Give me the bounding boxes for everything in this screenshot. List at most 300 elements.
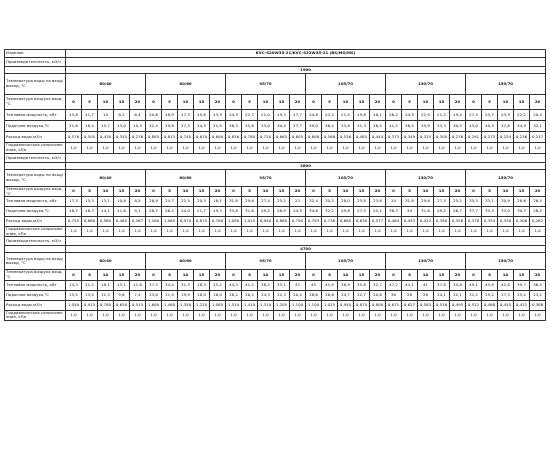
water-flow-cell: 0,488 bbox=[482, 300, 498, 310]
heat-power-cell: 25,2 bbox=[274, 197, 290, 207]
air-out-temp-label: Подогрев воздуха,°С bbox=[5, 121, 66, 132]
productivity-label: Производительность, м3/ч bbox=[5, 237, 66, 246]
air-out-temp-cell: 22,7 bbox=[354, 290, 370, 300]
air-out-temp-cell: 28,7 bbox=[146, 207, 162, 217]
water-flow-cell: 0,538 bbox=[434, 300, 450, 310]
pressure-drop-cell: 1,0 bbox=[130, 227, 146, 237]
pressure-drop-cell: 1,0 bbox=[66, 310, 82, 320]
air-out-temp-cell: 39,0 bbox=[306, 121, 322, 132]
heat-power-cell: 23,2 bbox=[322, 110, 338, 121]
heat-power-cell: 24,5 bbox=[402, 110, 418, 121]
water-flow-cell: 0,875 bbox=[354, 300, 370, 310]
air-temp-header: 5 bbox=[82, 95, 98, 110]
heat-power-cell: 41,9 bbox=[322, 280, 338, 290]
air-temp-header: 15 bbox=[434, 95, 450, 110]
air-out-temp-cell: 33,0 bbox=[498, 207, 514, 217]
performance-table bbox=[4, 49, 546, 321]
flow-label-empty bbox=[5, 163, 66, 170]
air-temp-header: 0 bbox=[66, 95, 82, 110]
pressure-drop-cell: 1,0 bbox=[242, 143, 258, 154]
air-out-temp-cell: 24,3 bbox=[258, 290, 274, 300]
heat-power-cell: 36,5 bbox=[530, 280, 546, 290]
heat-power-cell: 26,9 bbox=[146, 197, 162, 207]
water-flow-cell: 0,685 bbox=[338, 217, 354, 227]
table-row bbox=[5, 163, 546, 170]
water-flow-cell: 0,740 bbox=[178, 132, 194, 143]
heat-power-cell: 13,1 bbox=[98, 197, 114, 207]
pressure-drop-cell: 1,0 bbox=[306, 310, 322, 320]
pressure-drop-cell: 1,0 bbox=[242, 310, 258, 320]
air-out-temp-cell: 40,3 bbox=[482, 121, 498, 132]
table-row bbox=[5, 121, 546, 132]
heat-power-cell: 38,9 bbox=[338, 280, 354, 290]
pressure-drop-cell: 1,0 bbox=[146, 310, 162, 320]
heat-power-cell: 27,4 bbox=[258, 197, 274, 207]
heat-power-cell: 8,2 bbox=[114, 110, 130, 121]
air-in-temp-label: Температура воздуха вход, °С bbox=[5, 270, 66, 280]
productivity-empty bbox=[66, 237, 546, 246]
pressure-drop-cell: 1,0 bbox=[418, 310, 434, 320]
water-flow-cell: 0,650 bbox=[114, 300, 130, 310]
air-temp-header: 5 bbox=[322, 95, 338, 110]
heat-power-cell: 28,0 bbox=[338, 197, 354, 207]
pressure-drop-cell: 1,0 bbox=[450, 310, 466, 320]
water-flow-cell: 1,480 bbox=[162, 300, 178, 310]
air-temp-header: 15 bbox=[194, 187, 210, 197]
air-temp-header: 20 bbox=[370, 95, 386, 110]
water-flow-cell: 0,349 bbox=[402, 132, 418, 143]
air-out-temp-cell: 24,7 bbox=[338, 290, 354, 300]
heat-power-cell: 10,8 bbox=[114, 197, 130, 207]
water-flow-cell: 0,660 bbox=[82, 217, 98, 227]
pressure-drop-cell: 1,0 bbox=[114, 143, 130, 154]
air-out-temp-cell: 27,5 bbox=[354, 207, 370, 217]
air-out-temp-cell: 11,5 bbox=[98, 290, 114, 300]
water-flow-cell: 0,378 bbox=[466, 217, 482, 227]
pressure-drop-cell: 1,0 bbox=[354, 143, 370, 154]
water-flow-cell: 0,422 bbox=[514, 300, 530, 310]
heat-power-label: Тепловая мощность, кВт bbox=[5, 110, 66, 121]
air-temp-header: 10 bbox=[338, 95, 354, 110]
air-temp-header: 20 bbox=[210, 187, 226, 197]
air-temp-header: 10 bbox=[418, 270, 434, 280]
air-temp-header: 10 bbox=[338, 270, 354, 280]
air-out-temp-cell: 14,1 bbox=[98, 207, 114, 217]
table-row bbox=[5, 280, 546, 290]
pressure-drop-cell: 1,0 bbox=[498, 310, 514, 320]
pressure-drop-cell: 1,0 bbox=[322, 227, 338, 237]
heat-power-cell: 20,6 bbox=[146, 110, 162, 121]
air-out-temp-cell: 29,2 bbox=[434, 207, 450, 217]
water-flow-cell: 0,780 bbox=[98, 300, 114, 310]
water-flow-cell: 0,885 bbox=[146, 132, 162, 143]
heat-power-cell: 20,4 bbox=[530, 110, 546, 121]
heat-power-cell: 37,8 bbox=[434, 280, 450, 290]
temp-regime-1: 80/60 bbox=[146, 253, 226, 270]
heat-power-cell: 15,6 bbox=[194, 110, 210, 121]
water-flow-cell: 0,565 bbox=[98, 217, 114, 227]
air-temp-header: 15 bbox=[274, 95, 290, 110]
water-flow-cell: 0,422 bbox=[418, 217, 434, 227]
flow-label-empty bbox=[5, 246, 66, 253]
heat-power-cell: 28,3 bbox=[194, 280, 210, 290]
table-row bbox=[5, 270, 546, 280]
pressure-drop-cell: 1,0 bbox=[258, 227, 274, 237]
air-temp-header: 20 bbox=[530, 270, 546, 280]
water-temp-label: Температура воды на вход/выход, °С bbox=[5, 170, 66, 187]
air-out-temp-cell: 32,2 bbox=[322, 207, 338, 217]
heat-power-cell: 6,4 bbox=[130, 110, 146, 121]
air-flow-value: 4700 bbox=[66, 246, 546, 253]
air-out-temp-cell: 30,4 bbox=[274, 121, 290, 132]
air-out-temp-cell: 13,5 bbox=[82, 290, 98, 300]
pressure-drop-cell: 1,0 bbox=[98, 310, 114, 320]
air-out-temp-cell: 30,5 bbox=[450, 121, 466, 132]
water-flow-cell: 0,273 bbox=[482, 132, 498, 143]
pressure-drop-cell: 1,0 bbox=[434, 143, 450, 154]
heat-power-cell: 17,3 bbox=[178, 110, 194, 121]
pressure-drop-cell: 1,0 bbox=[162, 227, 178, 237]
pressure-drop-cell: 1,0 bbox=[482, 310, 498, 320]
water-flow-cell: 0,915 bbox=[82, 300, 98, 310]
water-flow-cell: 0,875 bbox=[194, 217, 210, 227]
air-temp-header: 10 bbox=[498, 270, 514, 280]
air-temp-header: 10 bbox=[498, 95, 514, 110]
air-temp-header: 20 bbox=[130, 95, 146, 110]
water-flow-cell: 0,388 bbox=[530, 300, 546, 310]
water-flow-cell: 0,836 bbox=[226, 132, 242, 143]
pressure-drop-cell: 1,0 bbox=[338, 227, 354, 237]
air-temp-header: 5 bbox=[242, 95, 258, 110]
heat-power-cell: 39,7 bbox=[514, 280, 530, 290]
heat-power-cell: 34,4 bbox=[162, 280, 178, 290]
air-temp-header: 10 bbox=[178, 270, 194, 280]
air-out-temp-cell: 24,1 bbox=[434, 290, 450, 300]
air-temp-header: 10 bbox=[98, 95, 114, 110]
table-row bbox=[5, 227, 546, 237]
air-out-temp-cell: 18,0 bbox=[194, 290, 210, 300]
table-row bbox=[5, 95, 546, 110]
water-flow-cell: 0,465 bbox=[114, 217, 130, 227]
pressure-drop-cell: 1,0 bbox=[482, 227, 498, 237]
air-out-temp-cell: 28 bbox=[402, 290, 418, 300]
air-out-temp-cell: 28,2 bbox=[530, 207, 546, 217]
air-out-temp-cell: 19,9 bbox=[178, 290, 194, 300]
pressure-drop-cell: 1,0 bbox=[514, 227, 530, 237]
heat-power-cell: 8,5 bbox=[130, 197, 146, 207]
air-temp-header: 5 bbox=[242, 270, 258, 280]
pressure-drop-cell: 1,0 bbox=[370, 227, 386, 237]
productivity-empty bbox=[66, 58, 546, 67]
pressure-drop-cell: 1,0 bbox=[386, 143, 402, 154]
air-out-temp-cell: 22,1 bbox=[450, 290, 466, 300]
water-flow-cell: 0,583 bbox=[418, 300, 434, 310]
air-temp-header: 10 bbox=[498, 187, 514, 197]
flow-label-empty bbox=[5, 67, 66, 74]
heat-power-cell: 34,8 bbox=[450, 280, 466, 290]
air-out-temp-cell: 35,3 bbox=[482, 207, 498, 217]
pressure-drop-cell: 1,0 bbox=[146, 143, 162, 154]
air-temp-header: 15 bbox=[274, 187, 290, 197]
air-temp-header: 0 bbox=[226, 187, 242, 197]
temp-regime-0: 60/40 bbox=[66, 170, 146, 187]
pressure-drop-cell: 1,0 bbox=[82, 227, 98, 237]
table-row bbox=[5, 187, 546, 197]
air-temp-header: 0 bbox=[226, 95, 242, 110]
air-out-temp-cell: 22,3 bbox=[274, 290, 290, 300]
air-out-temp-label: Подогрев воздуха,°С bbox=[5, 207, 66, 217]
air-temp-header: 15 bbox=[514, 270, 530, 280]
air-temp-header: 15 bbox=[194, 95, 210, 110]
air-out-temp-cell: 24,0 bbox=[178, 207, 194, 217]
heat-power-cell: 11,6 bbox=[130, 280, 146, 290]
water-flow-cell: 0,526 bbox=[338, 132, 354, 143]
air-temp-header: 15 bbox=[514, 95, 530, 110]
air-temp-header: 15 bbox=[114, 270, 130, 280]
air-temp-header: 10 bbox=[418, 187, 434, 197]
water-flow-cell: 0,430 bbox=[98, 132, 114, 143]
pressure-drop-cell: 1,0 bbox=[450, 143, 466, 154]
pressure-drop-cell: 1,0 bbox=[402, 143, 418, 154]
heat-power-cell: 24,8 bbox=[306, 110, 322, 121]
air-temp-header: 5 bbox=[82, 270, 98, 280]
table-row bbox=[5, 197, 546, 207]
pressure-drop-cell: 1,0 bbox=[162, 143, 178, 154]
water-flow-cell: 0,755 bbox=[66, 217, 82, 227]
water-flow-cell: 0,813 bbox=[162, 132, 178, 143]
pressure-drop-cell: 1,0 bbox=[402, 310, 418, 320]
pressure-drop-cell: 1,0 bbox=[482, 143, 498, 154]
heat-power-cell: 19,3 bbox=[274, 110, 290, 121]
productivity-label: Производительность, м3/ч bbox=[5, 154, 66, 163]
water-flow-cell: 1,410 bbox=[242, 300, 258, 310]
water-flow-cell: 0,670 bbox=[194, 132, 210, 143]
performance-sheet bbox=[4, 49, 545, 321]
productivity-label: Производительность, м3/ч bbox=[5, 58, 66, 67]
pressure-drop-cell: 1,0 bbox=[178, 227, 194, 237]
air-temp-header: 15 bbox=[514, 187, 530, 197]
heat-power-cell: 21,0 bbox=[258, 110, 274, 121]
air-temp-header: 0 bbox=[146, 270, 162, 280]
pressure-drop-cell: 1,0 bbox=[338, 143, 354, 154]
water-flow-cell: 0,605 bbox=[290, 132, 306, 143]
air-temp-header: 15 bbox=[434, 187, 450, 197]
pressure-drop-label: Гидравлическое сопротивление, кПа bbox=[5, 310, 66, 320]
pressure-drop-cell: 1,0 bbox=[242, 227, 258, 237]
heat-power-cell: 26,2 bbox=[386, 110, 402, 121]
air-out-temp-cell: 31,6 bbox=[418, 207, 434, 217]
heat-power-cell: 37,5 bbox=[146, 280, 162, 290]
heat-power-cell: 13,8 bbox=[66, 110, 82, 121]
temp-regime-1: 80/60 bbox=[146, 74, 226, 95]
air-temp-header: 0 bbox=[386, 187, 402, 197]
air-temp-header: 15 bbox=[354, 95, 370, 110]
water-flow-cell: 0,515 bbox=[130, 300, 146, 310]
temp-regime-3: 105/70 bbox=[306, 74, 386, 95]
heat-power-cell: 31,8 bbox=[226, 197, 242, 207]
pressure-drop-cell: 1,0 bbox=[210, 227, 226, 237]
pressure-drop-cell: 1,0 bbox=[66, 143, 82, 154]
water-flow-cell: 0,738 bbox=[322, 217, 338, 227]
pressure-drop-cell: 1,0 bbox=[274, 227, 290, 237]
heat-power-cell: 41,2 bbox=[242, 280, 258, 290]
table-row bbox=[5, 143, 546, 154]
heat-power-cell: 11,7 bbox=[82, 110, 98, 121]
water-flow-cell: 0,608 bbox=[306, 132, 322, 143]
pressure-drop-cell: 1,0 bbox=[466, 227, 482, 237]
water-flow-cell: 0,627 bbox=[402, 300, 418, 310]
air-temp-header: 20 bbox=[450, 187, 466, 197]
model-label: Изделие bbox=[5, 50, 66, 58]
temp-regime-4: 130/70 bbox=[386, 170, 466, 187]
air-temp-header: 5 bbox=[162, 95, 178, 110]
air-temp-header: 10 bbox=[178, 95, 194, 110]
water-flow-cell: 1,350 bbox=[178, 300, 194, 310]
air-flow-value: 1900 bbox=[66, 67, 546, 74]
water-flow-cell: 0,484 bbox=[386, 217, 402, 227]
heat-power-cell: 24,3 bbox=[226, 110, 242, 121]
air-out-temp-cell: 38,3 bbox=[226, 121, 242, 132]
heat-power-cell: 18,1 bbox=[98, 280, 114, 290]
air-temp-header: 20 bbox=[370, 270, 386, 280]
water-flow-cell: 0,800 bbox=[370, 300, 386, 310]
water-flow-cell: 0,576 bbox=[66, 132, 82, 143]
pressure-drop-cell: 1,0 bbox=[402, 227, 418, 237]
heat-power-cell: 24,3 bbox=[66, 280, 82, 290]
heat-power-cell: 20,3 bbox=[194, 197, 210, 207]
air-temp-header: 0 bbox=[66, 187, 82, 197]
table-row bbox=[5, 217, 546, 227]
pressure-drop-cell: 1,0 bbox=[194, 143, 210, 154]
water-flow-cell: 0,236 bbox=[514, 132, 530, 143]
air-temp-header: 0 bbox=[146, 187, 162, 197]
water-flow-cell: 0,780 bbox=[242, 132, 258, 143]
air-temp-header: 20 bbox=[210, 95, 226, 110]
air-out-temp-cell: 26 bbox=[418, 290, 434, 300]
table-row bbox=[5, 170, 546, 187]
water-flow-cell: 0,940 bbox=[258, 217, 274, 227]
table-row bbox=[5, 67, 546, 74]
water-flow-cell: 1,510 bbox=[226, 300, 242, 310]
heat-power-cell: 22,9 bbox=[418, 110, 434, 121]
temp-regime-0: 60/40 bbox=[66, 74, 146, 95]
air-out-temp-cell: 25,1 bbox=[370, 207, 386, 217]
air-out-temp-cell: 15,5 bbox=[66, 290, 82, 300]
pressure-drop-cell: 1,0 bbox=[290, 227, 306, 237]
air-out-temp-cell: 26,7 bbox=[450, 207, 466, 217]
air-out-temp-cell: 24,5 bbox=[290, 207, 306, 217]
air-temp-header: 5 bbox=[322, 270, 338, 280]
water-flow-cell: 0,390 bbox=[434, 217, 450, 227]
pressure-drop-cell: 1,0 bbox=[290, 143, 306, 154]
air-out-temp-cell: 34 bbox=[402, 207, 418, 217]
air-out-temp-cell: 26,2 bbox=[242, 290, 258, 300]
pressure-drop-cell: 1,0 bbox=[82, 310, 98, 320]
air-out-temp-label: Подогрев воздуха,°С bbox=[5, 290, 66, 300]
water-flow-cell: 1,100 bbox=[290, 300, 306, 310]
air-temp-header: 10 bbox=[178, 187, 194, 197]
water-flow-cell: 0,453 bbox=[402, 217, 418, 227]
water-flow-cell: 0,600 bbox=[210, 132, 226, 143]
heat-power-cell: 15,3 bbox=[82, 197, 98, 207]
air-temp-header: 0 bbox=[466, 95, 482, 110]
air-temp-header: 15 bbox=[354, 187, 370, 197]
air-out-temp-cell: 20,4 bbox=[290, 290, 306, 300]
air-out-temp-cell: 27,7 bbox=[290, 121, 306, 132]
pressure-drop-cell: 1,0 bbox=[226, 143, 242, 154]
air-out-temp-cell: 23,2 bbox=[530, 290, 546, 300]
pressure-drop-cell: 1,0 bbox=[130, 143, 146, 154]
air-temp-header: 15 bbox=[434, 270, 450, 280]
air-temp-header: 5 bbox=[82, 187, 98, 197]
heat-power-cell: 49,1 bbox=[466, 280, 482, 290]
heat-power-cell: 28,6 bbox=[514, 197, 530, 207]
air-out-temp-cell: 36,4 bbox=[322, 121, 338, 132]
temp-regime-3: 105/70 bbox=[306, 253, 386, 270]
heat-power-label: Тепловая мощность, кВт bbox=[5, 197, 66, 207]
air-out-temp-cell: 21,9 bbox=[162, 290, 178, 300]
water-flow-cell: 0,495 bbox=[450, 300, 466, 310]
pressure-drop-label: Гидравлическое сопротивление, кПа bbox=[5, 227, 66, 237]
heat-power-cell: 32,4 bbox=[306, 197, 322, 207]
pressure-drop-cell: 1,0 bbox=[130, 310, 146, 320]
air-out-temp-cell: 24,5 bbox=[194, 121, 210, 132]
pressure-drop-cell: 1,0 bbox=[466, 310, 482, 320]
heat-power-cell: 25,2 bbox=[210, 280, 226, 290]
pressure-drop-cell: 1,0 bbox=[530, 143, 546, 154]
water-flow-cell: 0,950 bbox=[338, 300, 354, 310]
air-out-temp-cell: 18,7 bbox=[66, 207, 82, 217]
pressure-drop-cell: 1,0 bbox=[530, 310, 546, 320]
pressure-drop-cell: 1,0 bbox=[274, 310, 290, 320]
water-flow-cell: 0,373 bbox=[386, 132, 402, 143]
air-temp-header: 20 bbox=[530, 187, 546, 197]
water-flow-cell: 1,025 bbox=[322, 300, 338, 310]
air-temp-header: 15 bbox=[114, 95, 130, 110]
water-flow-cell: 1,015 bbox=[242, 217, 258, 227]
pressure-drop-cell: 1,0 bbox=[386, 310, 402, 320]
water-flow-cell: 0,671 bbox=[386, 300, 402, 310]
water-flow-cell: 1,160 bbox=[146, 217, 162, 227]
water-temp-label: Температура воды на вход/выход, °С bbox=[5, 253, 66, 270]
water-flow-cell: 1,100 bbox=[306, 300, 322, 310]
heat-power-cell: 21,2 bbox=[434, 110, 450, 121]
air-temp-header: 20 bbox=[530, 95, 546, 110]
air-out-temp-cell: 18,4 bbox=[82, 121, 98, 132]
pressure-drop-cell: 1,0 bbox=[210, 143, 226, 154]
water-flow-cell: 1,090 bbox=[226, 217, 242, 227]
pressure-drop-cell: 1,0 bbox=[322, 143, 338, 154]
air-temp-header: 15 bbox=[274, 270, 290, 280]
air-temp-header: 5 bbox=[322, 187, 338, 197]
heat-power-cell: 44,1 bbox=[402, 280, 418, 290]
pressure-drop-cell: 1,0 bbox=[498, 143, 514, 154]
air-out-temp-cell: 35,9 bbox=[418, 121, 434, 132]
heat-power-cell: 26,4 bbox=[530, 197, 546, 207]
air-in-temp-label: Температура воздуха вход, °С bbox=[5, 95, 66, 110]
pressure-drop-cell: 1,0 bbox=[370, 310, 386, 320]
pressure-drop-cell: 1,0 bbox=[498, 227, 514, 237]
air-out-temp-cell: 33,8 bbox=[338, 121, 354, 132]
air-out-temp-cell: 28,5 bbox=[370, 121, 386, 132]
temp-regime-5: 150/70 bbox=[466, 170, 546, 187]
air-out-temp-cell: 34,9 bbox=[514, 121, 530, 132]
air-temp-header: 0 bbox=[386, 95, 402, 110]
pressure-drop-cell: 1,0 bbox=[114, 310, 130, 320]
water-flow-cell: 0,455 bbox=[498, 300, 514, 310]
water-flow-cell: 0,300 bbox=[434, 132, 450, 143]
water-flow-cell: 0,276 bbox=[130, 132, 146, 143]
